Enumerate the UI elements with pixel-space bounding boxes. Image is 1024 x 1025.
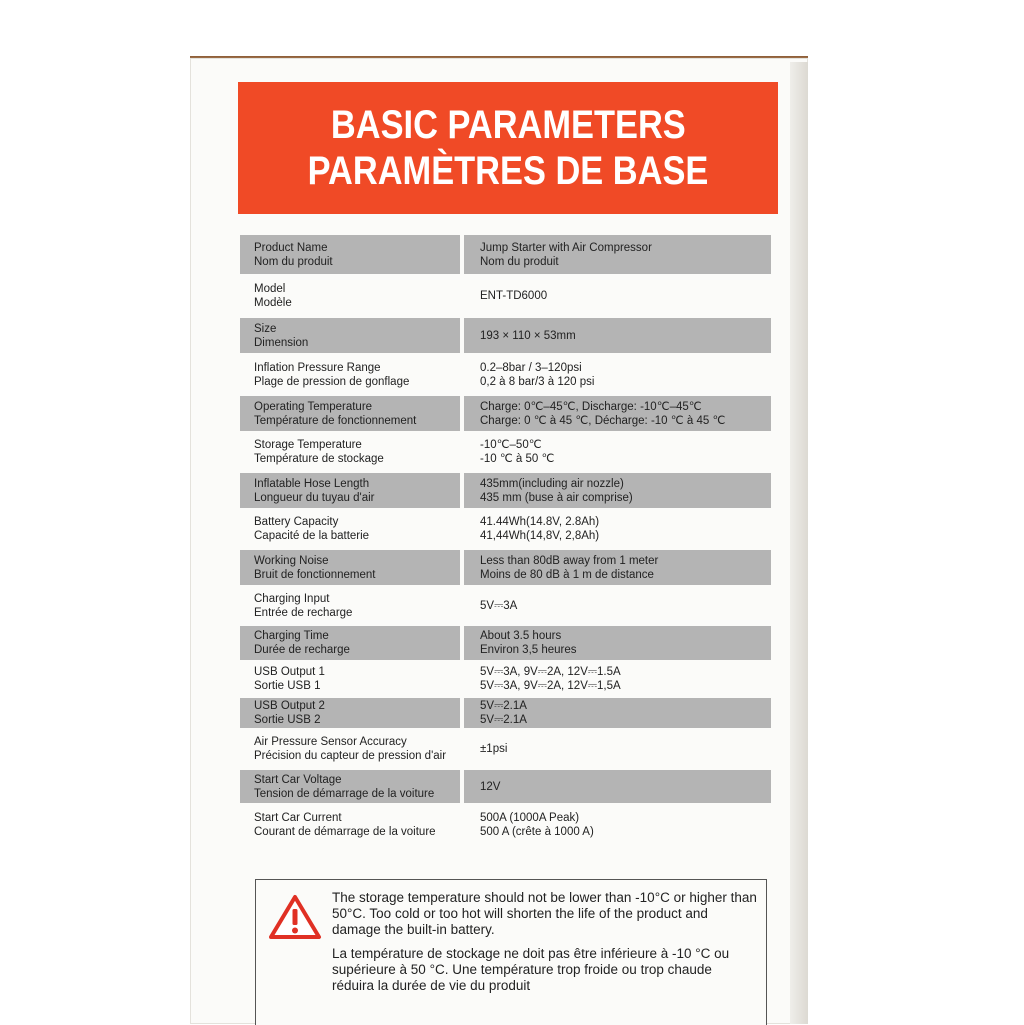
parameter-value: [464, 278, 771, 314]
box-side-edge: [790, 62, 808, 1024]
parameter-value: [464, 732, 771, 766]
label-fr: Précision du capteur de pression d'air: [254, 750, 447, 762]
parameter-label: [240, 664, 460, 694]
value-line-1: ±1psi: [480, 743, 508, 755]
label-en: Start Car Current: [254, 812, 342, 824]
label-fr: Capacité de la batterie: [254, 530, 370, 542]
parameter-label: [240, 698, 460, 728]
table-row: [240, 512, 771, 546]
table-row: [240, 473, 771, 508]
warning-triangle-icon: [268, 894, 322, 940]
value-line-1: About 3.5 hours: [480, 630, 562, 642]
parameter-value: [464, 318, 771, 353]
value-line-2: Nom du produit: [480, 255, 559, 268]
parameter-value: [464, 770, 771, 803]
label-fr: Longueur du tuyau d'air: [254, 491, 375, 504]
value-line-2: Charge: 0 ℃ à 45 ℃, Décharge: -10 ℃ à 45 ℃: [480, 414, 726, 427]
value-line-2: -10 ℃ à 50 ℃: [480, 453, 555, 465]
banner-title-en: BASIC PARAMETERS: [330, 103, 686, 147]
parameter-label: [240, 396, 460, 431]
parameter-value: [464, 473, 771, 508]
table-row: [240, 807, 771, 843]
parameter-value: [464, 235, 771, 274]
label-fr: Sortie USB 2: [254, 714, 321, 726]
value-line-1: 5V⎓3A: [480, 599, 518, 612]
table-row: [240, 435, 771, 469]
label-en: Battery Capacity: [254, 516, 339, 528]
parameter-value: [464, 435, 771, 469]
value-line-2: 0,2 à 8 bar/3 à 120 psi: [480, 375, 595, 388]
parameter-label: [240, 770, 460, 803]
label-fr: Bruit de fonctionnement: [254, 568, 376, 581]
parameter-label: [240, 278, 460, 314]
label-en: Operating Temperature: [254, 400, 373, 413]
value-line-1: ENT-TD6000: [480, 290, 548, 302]
parameter-value: [464, 807, 771, 843]
warning-text: [332, 890, 757, 1002]
label-fr: Dimension: [254, 336, 309, 349]
value-line-1: 41.44Wh(14.8V, 2.8Ah): [480, 516, 600, 528]
table-row: [240, 278, 771, 314]
parameter-label: [240, 732, 460, 766]
table-row: [240, 550, 771, 585]
value-line-1: Less than 80dB away from 1 meter: [480, 554, 659, 567]
label-en: Charging Input: [254, 592, 330, 605]
table-row: [240, 318, 771, 353]
warning-box: [255, 879, 767, 1025]
parameter-label: [240, 589, 460, 622]
parameter-label: [240, 807, 460, 843]
value-line-1: 0.2–8bar / 3–120psi: [480, 361, 582, 374]
parameter-value: [464, 664, 771, 694]
value-line-1: Charge: 0℃–45℃, Discharge: -10℃–45℃: [480, 400, 702, 413]
table-row: [240, 396, 771, 431]
warning-text-fr: La température de stockage ne doit pas être inférieure à -10 °C ou supérieure à 50 °C. Une température trop froide ou trop chaude réduira la durée de vie du produit: [332, 946, 730, 993]
parameter-value: [464, 626, 771, 660]
parameter-value: [464, 698, 771, 728]
table-row: [240, 589, 771, 622]
parameter-label: [240, 318, 460, 353]
label-en: Air Pressure Sensor Accuracy: [254, 736, 407, 748]
value-line-1: 12V: [480, 780, 501, 793]
label-fr: Entrée de recharge: [254, 606, 353, 619]
parameter-label: [240, 473, 460, 508]
value-line-1: 435mm(including air nozzle): [480, 477, 624, 490]
label-fr: Sortie USB 1: [254, 680, 321, 692]
label-en: Model: [254, 283, 286, 295]
parameter-value: [464, 357, 771, 392]
table-row: [240, 698, 771, 728]
table-row: [240, 357, 771, 392]
parameter-label: [240, 357, 460, 392]
label-fr: Nom du produit: [254, 255, 333, 268]
label-fr: Plage de pression de gonflage: [254, 375, 410, 388]
label-en: Inflation Pressure Range: [254, 361, 381, 374]
value-line-2: 435 mm (buse à air comprise): [480, 491, 633, 504]
label-en: USB Output 2: [254, 700, 325, 712]
value-line-2: 41,44Wh(14,8V, 2,8Ah): [480, 530, 600, 542]
table-row: [240, 235, 771, 274]
label-fr: Température de fonctionnement: [254, 414, 417, 427]
parameter-label: [240, 626, 460, 660]
table-row: [240, 770, 771, 803]
value-line-2: 5V⎓2.1A: [480, 714, 527, 726]
table-row: [240, 664, 771, 694]
parameter-value: [464, 550, 771, 585]
value-line-2: Environ 3,5 heures: [480, 644, 577, 656]
parameter-value: [464, 589, 771, 622]
parameter-value: [464, 512, 771, 546]
label-fr: Température de stockage: [254, 453, 384, 465]
value-line-2: Moins de 80 dB à 1 m de distance: [480, 568, 654, 581]
parameter-label: [240, 550, 460, 585]
value-line-2: 500 A (crête à 1000 A): [480, 826, 594, 838]
parameter-label: [240, 435, 460, 469]
label-fr: Courant de démarrage de la voiture: [254, 826, 436, 838]
value-line-1: 5V⎓3A, 9V⎓2A, 12V⎓1.5A: [480, 666, 621, 678]
label-en: Product Name: [254, 241, 328, 254]
table-row: [240, 626, 771, 660]
value-line-1: 5V⎓2.1A: [480, 700, 527, 712]
label-en: Inflatable Hose Length: [254, 477, 370, 490]
parameter-label: [240, 512, 460, 546]
label-fr: Durée de recharge: [254, 644, 350, 656]
value-line-2: 5V⎓3A, 9V⎓2A, 12V⎓1,5A: [480, 680, 621, 692]
parameters-banner: [238, 82, 778, 214]
label-en: Start Car Voltage: [254, 773, 342, 786]
value-line-1: 193 × 110 × 53mm: [480, 329, 576, 342]
value-line-1: Jump Starter with Air Compressor: [480, 241, 652, 254]
label-fr: Modèle: [254, 297, 292, 309]
parameter-label: [240, 235, 460, 274]
label-en: USB Output 1: [254, 666, 325, 678]
label-en: Storage Temperature: [254, 439, 362, 451]
label-fr: Tension de démarrage de la voiture: [254, 787, 435, 800]
warning-text-en: The storage temperature should not be lower than -10°C or higher than 50°C. Too cold or too hot will shorten the life of the product and damage the built-in battery.: [332, 890, 757, 937]
parameter-value: [464, 396, 771, 431]
label-en: Size: [254, 322, 277, 335]
label-en: Working Noise: [254, 554, 329, 567]
banner-title-fr: PARAMÈTRES DE BASE: [307, 149, 709, 193]
table-row: [240, 732, 771, 766]
label-en: Charging Time: [254, 630, 329, 642]
value-line-1: 500A (1000A Peak): [480, 812, 580, 824]
value-line-1: -10℃–50℃: [480, 439, 542, 451]
